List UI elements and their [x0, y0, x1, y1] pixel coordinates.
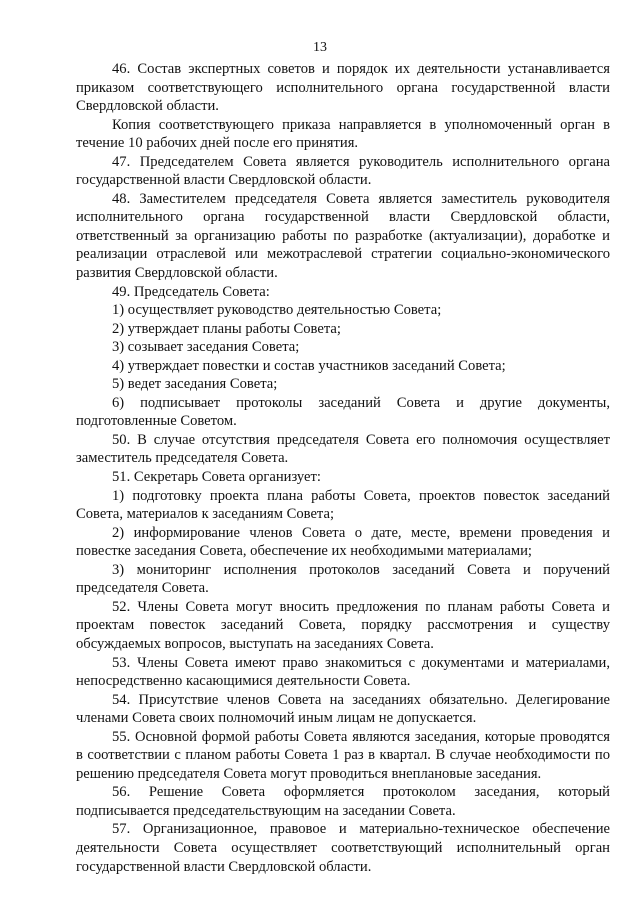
- paragraph-51: 51. Секретарь Совета организует:: [112, 469, 321, 486]
- paragraph-46: 46. Состав экспертных советов и порядок их деятельности устанавливается приказом соответствующего исполнительного органа государственной власти Свердловской области.: [76, 61, 610, 115]
- paragraph-47: 47. Председателем Совета является руководитель исполнительного органа государственной власти Свердловской области.: [76, 153, 610, 189]
- list-item-49-5: 5) ведет заседания Совета;: [112, 376, 278, 393]
- list-item-51-2: 2) информирование членов Совета о дате, месте, времени проведения и повестке заседания Совета, обеспечение их необходимыми материалами;: [76, 524, 610, 560]
- paragraph-57: 57. Организационное, правовое и материально-техническое обеспечение деятельности Совета осуществляет соответствующий исполнительный орган государственной власти Свердловской области.: [76, 821, 610, 875]
- list-item-49-2: 2) утверждает планы работы Совета;: [112, 320, 341, 337]
- paragraph-49: 49. Председатель Совета:: [112, 283, 270, 300]
- paragraph-48: 48. Заместителем председателя Совета является заместитель руководителя исполнительного органа государственной власти Свердловской области, ответственный за организацию работы по разработке (актуализации), доработке и реализации отраслевой или межотраслевой стратегии социально-экономического развития Свердловской области.: [76, 190, 610, 282]
- paragraph-54: 54. Присутствие членов Совета на заседаниях обязательно. Делегирование членами Совета своих полномочий иным лицам не допускается.: [76, 691, 610, 727]
- paragraph-55: 55. Основной формой работы Совета являются заседания, которые проводятся в соответствии с планом работы Совета 1 раз в квартал. В случае необходимости по решению председателя Совета могут проводиться внеплановые заседания.: [76, 728, 610, 782]
- list-item-49-3: 3) созывает заседания Совета;: [112, 339, 300, 356]
- list-item-49-4: 4) утверждает повестки и состав участников заседаний Совета;: [112, 357, 506, 374]
- paragraph-52: 52. Члены Совета могут вносить предложения по планам работы Совета и проектам повесток заседаний Совета, порядку рассмотрения и существу обсуждаемых вопросов, выступать на заседаниях Совета.: [76, 598, 610, 652]
- list-item-49-6: 6) подписывает протоколы заседаний Совета и другие документы, подготовленные Советом.: [76, 394, 610, 430]
- paragraph-53: 53. Члены Совета имеют право знакомиться с документами и материалами, непосредственно касающимися деятельности Совета.: [76, 654, 610, 690]
- list-item-49-1: 1) осуществляет руководство деятельностью Совета;: [112, 302, 442, 319]
- document-body: [76, 60, 610, 876]
- paragraph-50: 50. В случае отсутствия председателя Совета его полномочия осуществляет заместитель председателя Совета.: [76, 431, 610, 467]
- paragraph-56: 56. Решение Совета оформляется протоколом заседания, который подписывается председательствующим на заседании Совета.: [76, 784, 610, 819]
- list-item-51-3: 3) мониторинг исполнения протоколов заседаний Совета и поручений председателя Совета.: [76, 561, 610, 597]
- list-item-51-1: 1) подготовку проекта плана работы Совета, проектов повесток заседаний Совета, материалов к заседаниям Совета;: [76, 487, 610, 523]
- page-number: 13: [313, 40, 327, 55]
- paragraph-copy-notice: Копия соответствующего приказа направляется в уполномоченный орган в течение 10 рабочих дней после его принятия.: [76, 116, 610, 152]
